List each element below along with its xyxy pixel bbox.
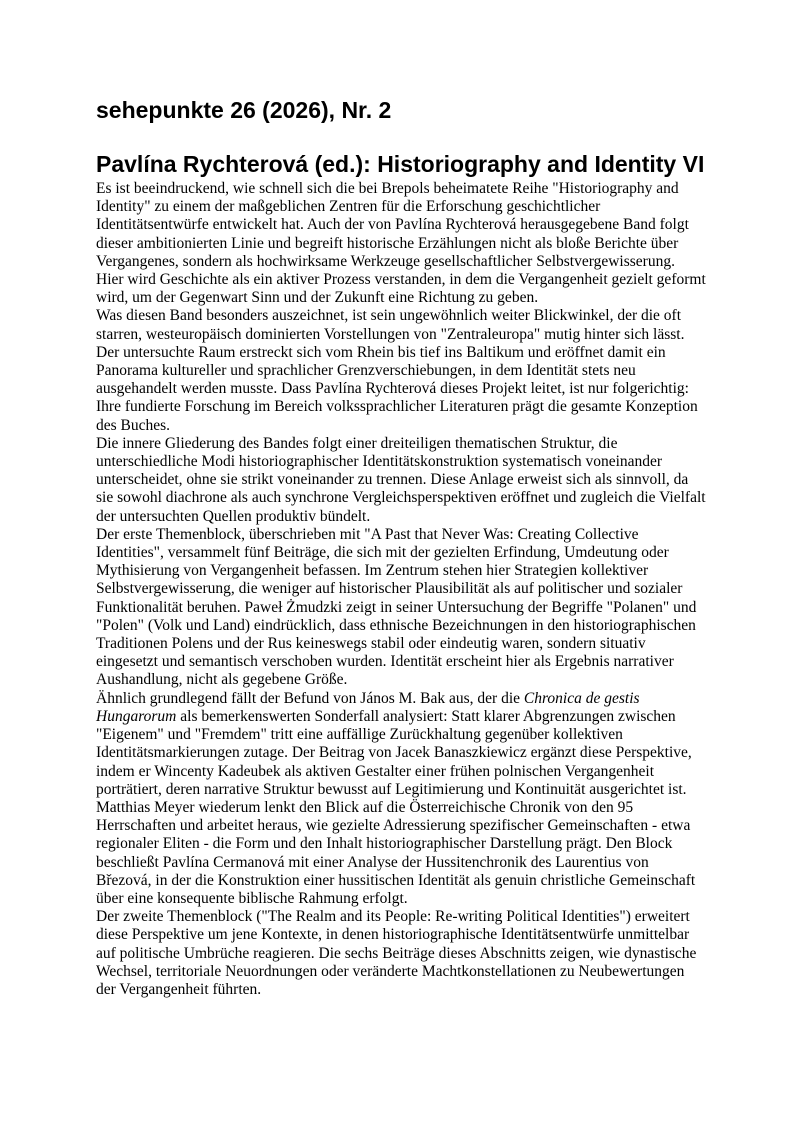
work-title: Chronica de gestis Hungarorum	[96, 689, 640, 725]
review-body	[96, 180, 706, 999]
journal-issue-heading: sehepunkte 26 (2026), Nr. 2	[96, 97, 392, 123]
review-title: Pavlína Rychterová (ed.): Historiography and Identity VI	[96, 151, 705, 177]
review-page	[96, 96, 706, 999]
paragraph	[96, 690, 706, 908]
paragraph: Der zweite Themenblock ("The Realm and its People: Re-writing Political Identities") erweitert diese Perspektive um jene Kontexte, in denen historiographische Identitätsentwürfe unmittelbar auf politische Umbrüche reagieren. Die sechs Beiträge dieses Abschnitts zeigen, wie dynastische Wechsel, territoriale Neuordnungen oder veränderte Machtkonstellationen zu Neubewertungen der Vergangenheit führten.	[96, 908, 697, 998]
paragraph: Die innere Gliederung des Bandes folgt einer dreiteiligen thematischen Struktur, die unterschiedliche Modi historiographischer Identitätskonstruktion systematisch voneinander unterscheidet, ohne sie strikt voneinander zu trennen. Diese Anlage erweist sich als sinnvoll, da sie sowohl diachrone als auch synchrone Vergleichsperspektiven eröffnet und zugleich die Vielfalt der untersuchten Quellen produktiv bündelt.	[96, 434, 706, 525]
paragraph: Was diesen Band besonders auszeichnet, ist sein ungewöhnlich weiter Blickwinkel, der die oft starren, westeuropäisch dominierten Vorstellungen von "Zentraleuropa" mutig hinter sich lässt. Der untersuchte Raum erstreckt sich vom Rhein bis tief ins Baltikum und eröffnet damit ein Panorama kultureller und sprachlicher Grenzverschiebungen, in dem Identität stets neu ausgehandelt werden musste. Dass Pavlína Rychterová dieses Projekt leitet, ist nur folgerichtig: Ihre fundierte Forschung im Bereich volkssprachlicher Literaturen prägt die gesamte Konzeption des Buches.	[96, 307, 698, 434]
paragraph-text: als bemerkenswerten Sonderfall analysiert: Statt klarer Abgrenzungen zwischen "Eigenem" und "Fremdem" tritt eine auffällige Zurückhaltung gegenüber kollektiven Identitätsmarkierungen zutage. Der Beitrag von Jacek Banaszkiewicz ergänzt diese Perspektive, indem er Wincenty Kadeubek als aktiven Gestalter einer frühen polnischen Vergangenheit porträtiert, deren narrative Struktur bewusst auf Legitimierung und Kontinuität ausgerichtet ist. Matthias Meyer wiederum lenkt den Blick auf die Österreichische Chronik von den 95 Herrschaften und arbeitet heraus, wie gezielte Adressierung spezifischer Gemeinschaften - etwa regionaler Eliten - die Form und den Inhalt historiographischer Darstellung prägt. Den Block beschließt Pavlína Cermanová mit einer Analyse der Hussitenchronik des Laurentius von Březová, in der die Konstruktion einer hussitischen Identität als genuin christliche Gemeinschaft über eine konsequente biblische Rahmung erfolgt.	[96, 707, 696, 907]
paragraph: Der erste Themenblock, überschrieben mit "A Past that Never Was: Creating Collective Identities", versammelt fünf Beiträge, die sich mit der gezielten Erfindung, Umdeutung oder Mythisierung von Vergangenheit befassen. Im Zentrum stehen hier Strategien kollektiver Selbstvergewisserung, die weniger auf historischer Plausibilität als auf politischer und sozialer Funktionalität beruhen. Paweł Żmudzki zeigt in seiner Untersuchung der Begriffe "Polanen" und "Polen" (Volk und Land) eindrücklich, dass ethnische Bezeichnungen in den historiographischen Traditionen Polens und der Rus keineswegs stabil oder eindeutig waren, sondern situativ eingesetzt und semantisch verschoben wurden. Identität erscheint hier als Ergebnis narrativer Aushandlung, nicht als gegebene Größe.	[96, 525, 697, 689]
paragraph: Es ist beeindruckend, wie schnell sich die bei Brepols beheimatete Reihe "Historiography and Identity" zu einem der maßgeblichen Zentren für die Erforschung geschichtlicher Identitätsentwürfe entwickelt hat. Auch der von Pavlína Rychterová herausgegebene Band folgt dieser ambitionierten Linie und begreift historische Erzählungen nicht als bloße Berichte über Vergangenes, sondern als hochwirksame Werkzeuge gesellschaftlicher Selbstvergewisserung. Hier wird Geschichte als ein aktiver Prozess verstanden, in dem die Vergangenheit gezielt geformt wird, um der Gegenwart Sinn und der Zukunft eine Richtung zu geben.	[96, 180, 706, 307]
paragraph-text: Ähnlich grundlegend fällt der Befund von János M. Bak aus, der die	[96, 689, 524, 707]
